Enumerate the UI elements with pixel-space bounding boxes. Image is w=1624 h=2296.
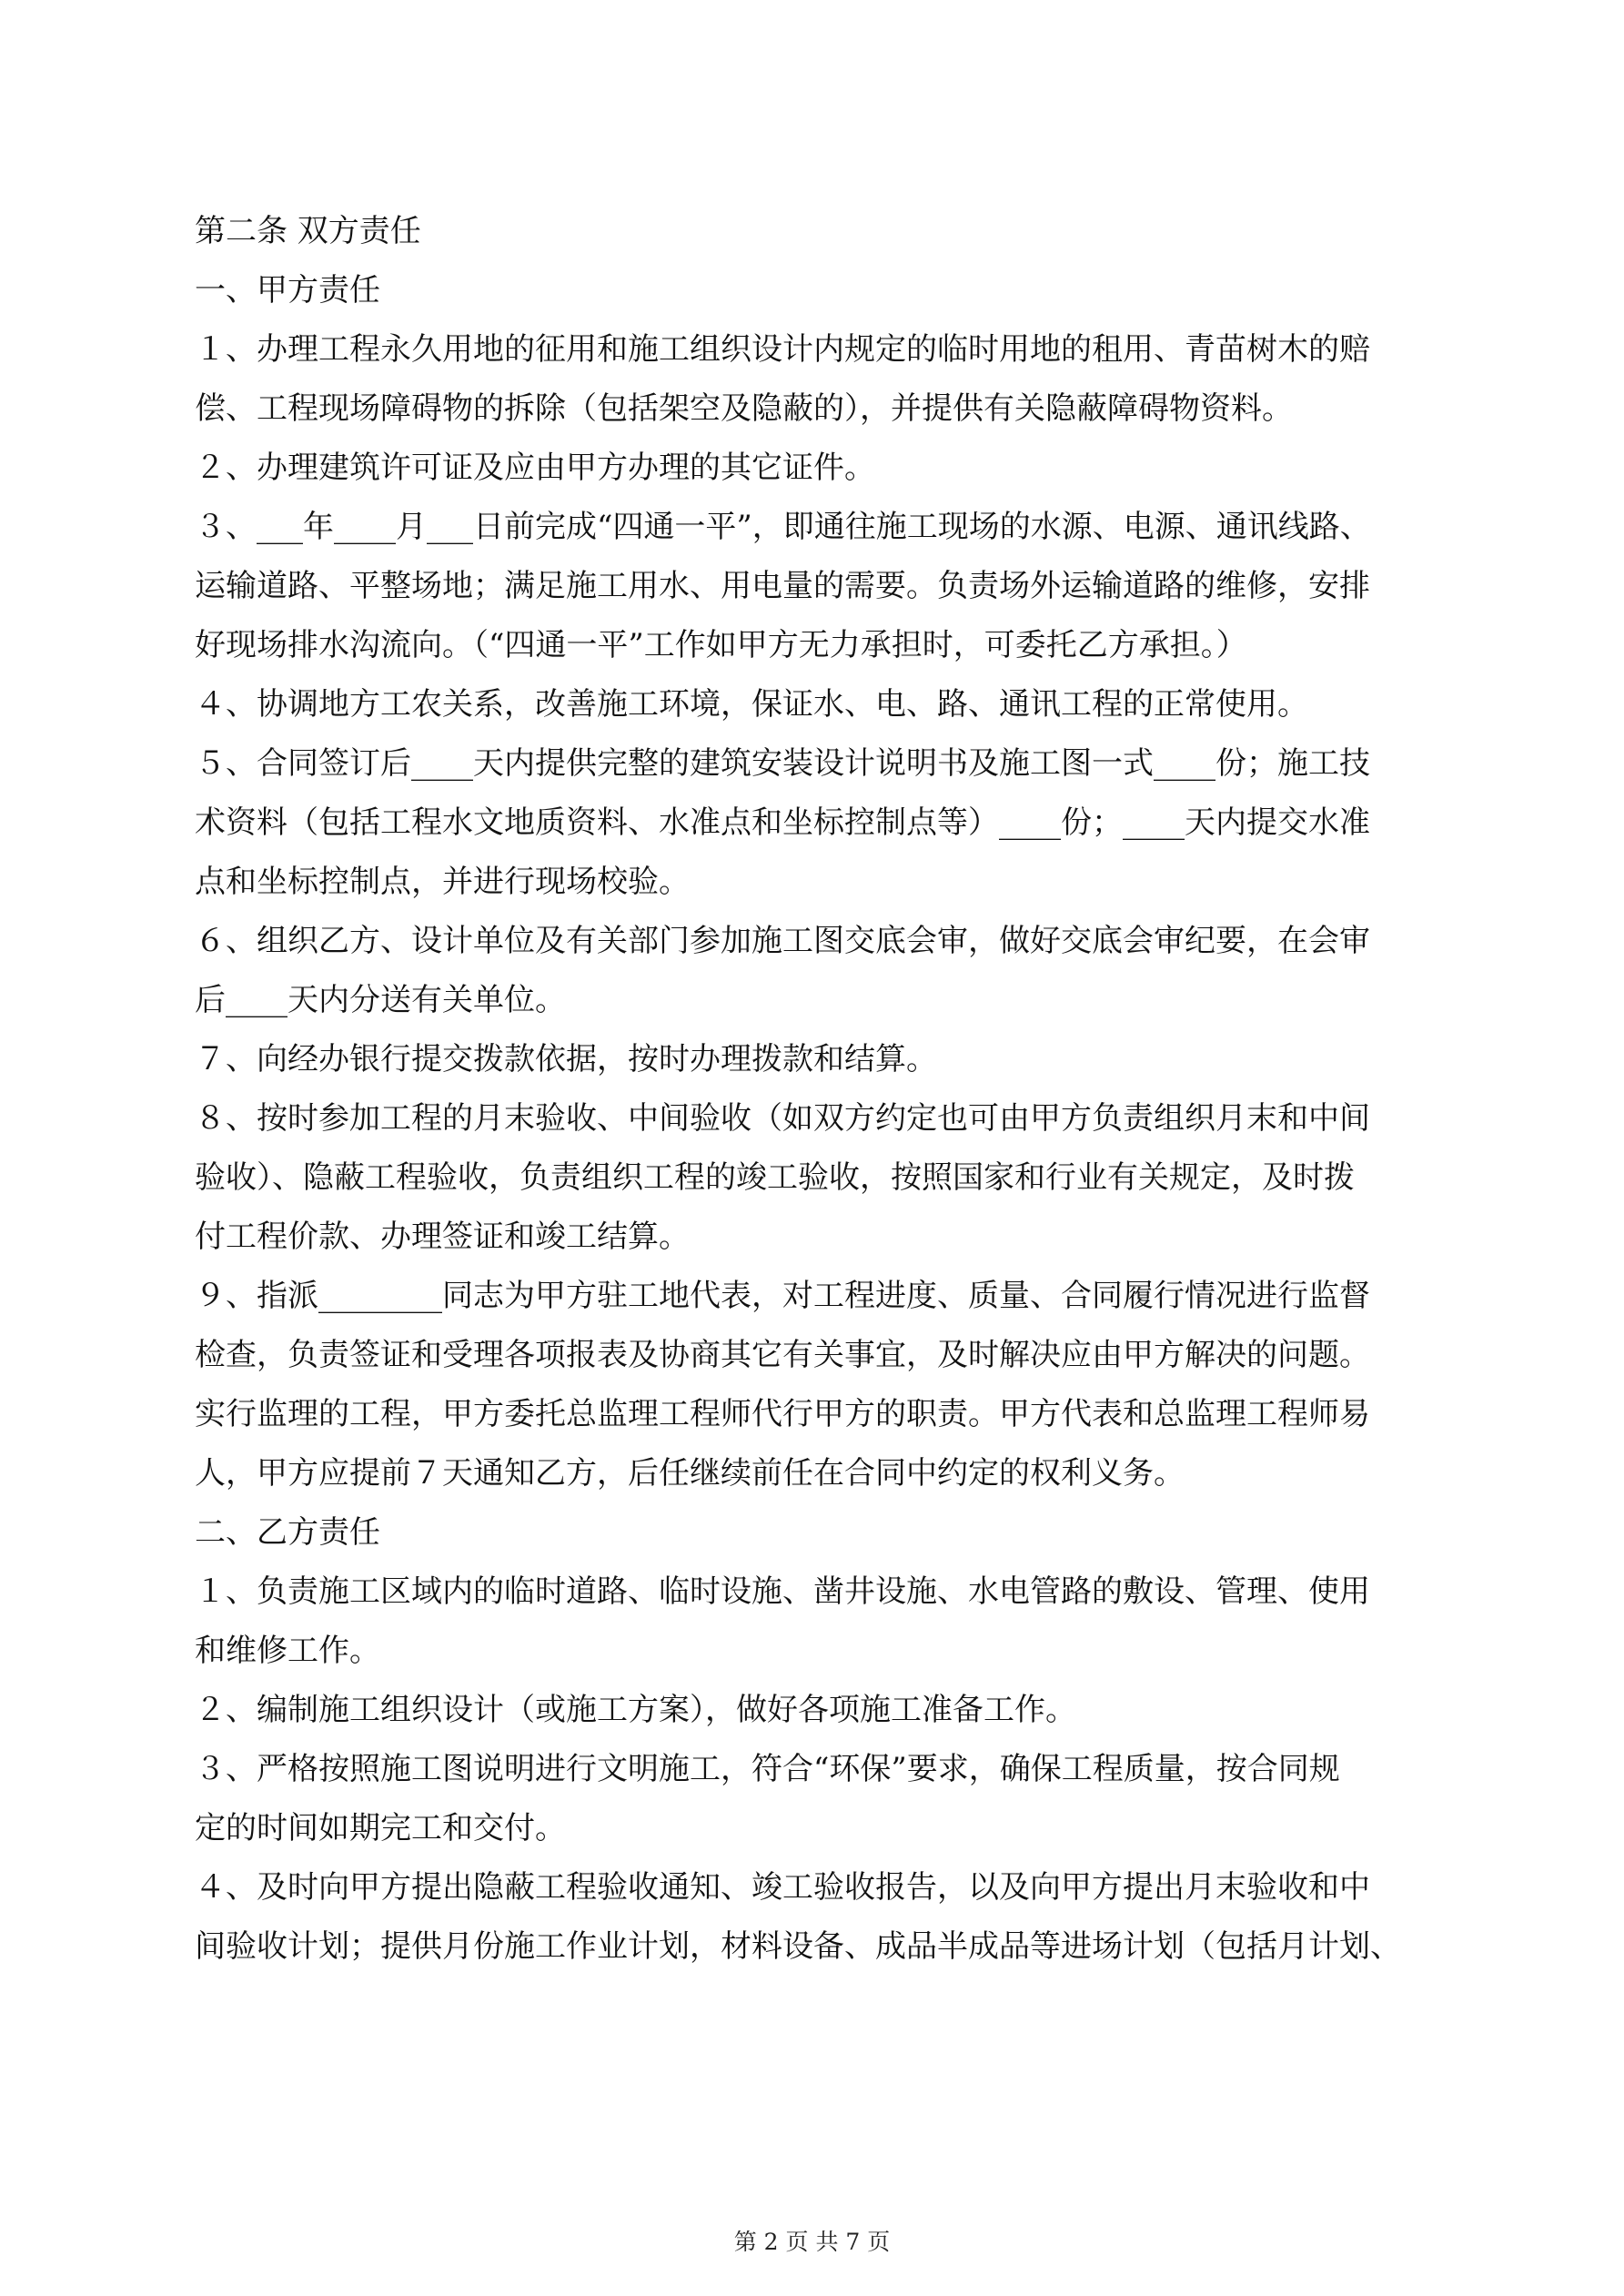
text-line: 二、乙方责任 <box>195 1514 380 1551</box>
text-line: ３、严格按照施工图说明进行文明施工，符合“环保”要求，确保工程质量，按合同规 <box>195 1751 1340 1787</box>
text-line: １、办理工程永久用地的征用和施工组织设计内规定的临时用地的租用、青苗树木的赔 <box>195 331 1370 368</box>
text-line: 定的时间如期完工和交付。 <box>195 1810 566 1846</box>
text-line: 人，甲方应提前７天通知乙方，后任继续前任在合同中约定的权利义务。 <box>195 1455 1185 1492</box>
text-line: 实行监理的工程，甲方委托总监理工程师代行甲方的职责。甲方代表和总监理工程师易 <box>195 1396 1370 1432</box>
text-line: 一、甲方责任 <box>195 272 380 308</box>
text-line: 好现场排水沟流向。（“四通一平”工作如甲方无力承担时，可委托乙方承担。） <box>195 627 1247 663</box>
text-line: ７、向经办银行提交拨款依据，按时办理拨款和结算。 <box>195 1041 937 1077</box>
text-line: 偿、工程现场障碍物的拆除（包括架空及隐蔽的），并提供有关隐蔽障碍物资料。 <box>195 390 1293 427</box>
text-line: 术资料（包括工程水文地质资料、水准点和坐标控制点等）____份；____天内提交水准 <box>195 804 1370 841</box>
text-line: 和维修工作。 <box>195 1633 380 1669</box>
text-line: ６、组织乙方、设计单位及有关部门参加施工图交底会审，做好交底会审纪要，在会审 <box>195 923 1370 959</box>
text-line: 后____天内分送有关单位。 <box>195 982 566 1018</box>
page-number-footer: 第 2 页 共 7 页 <box>733 2229 891 2255</box>
text-line: ８、按时参加工程的月末验收、中间验收（如双方约定也可由甲方负责组织月末和中间 <box>195 1100 1370 1137</box>
text-line: ２、办理建筑许可证及应由甲方办理的其它证件。 <box>195 450 875 486</box>
text-line: 验收）、隐蔽工程验收，负责组织工程的竣工验收，按照国家和行业有关规定，及时拨 <box>195 1159 1355 1196</box>
text-line: 第二条 双方责任 <box>195 213 421 249</box>
text-line: ５、合同签订后____天内提供完整的建筑安装设计说明书及施工图一式____份；施工技 <box>195 745 1370 782</box>
text-line: 间验收计划；提供月份施工作业计划，材料设备、成品半成品等进场计划（包括月计划、 <box>195 1928 1401 1965</box>
text-line: １、负责施工区域内的临时道路、临时设施、凿井设施、水电管路的敷设、管理、使用 <box>195 1573 1370 1610</box>
document-body <box>195 202 1437 1977</box>
text-line: 点和坐标控制点，并进行现场校验。 <box>195 864 690 900</box>
text-line: 运输道路、平整场地；满足施工用水、用电量的需要。负责场外运输道路的维修，安排 <box>195 568 1370 604</box>
text-line: ９、指派________同志为甲方驻工地代表，对工程进度、质量、合同履行情况进行监督 <box>195 1278 1370 1314</box>
text-line: ４、协调地方工农关系，改善施工环境，保证水、电、路、通讯工程的正常使用。 <box>195 686 1308 723</box>
text-line: ３、___年____月___日前完成“四通一平”，即通往施工现场的水源、电源、通讯线路、 <box>195 509 1371 545</box>
text-line: ２、编制施工组织设计（或施工方案），做好各项施工准备工作。 <box>195 1692 1076 1728</box>
text-line: 付工程价款、办理签证和竣工结算。 <box>195 1219 690 1255</box>
text-line: 检查，负责签证和受理各项报表及协商其它有关事宜，及时解决应由甲方解决的问题。 <box>195 1337 1370 1373</box>
text-line: ４、及时向甲方提出隐蔽工程验收通知、竣工验收报告，以及向甲方提出月末验收和中 <box>195 1869 1370 1906</box>
